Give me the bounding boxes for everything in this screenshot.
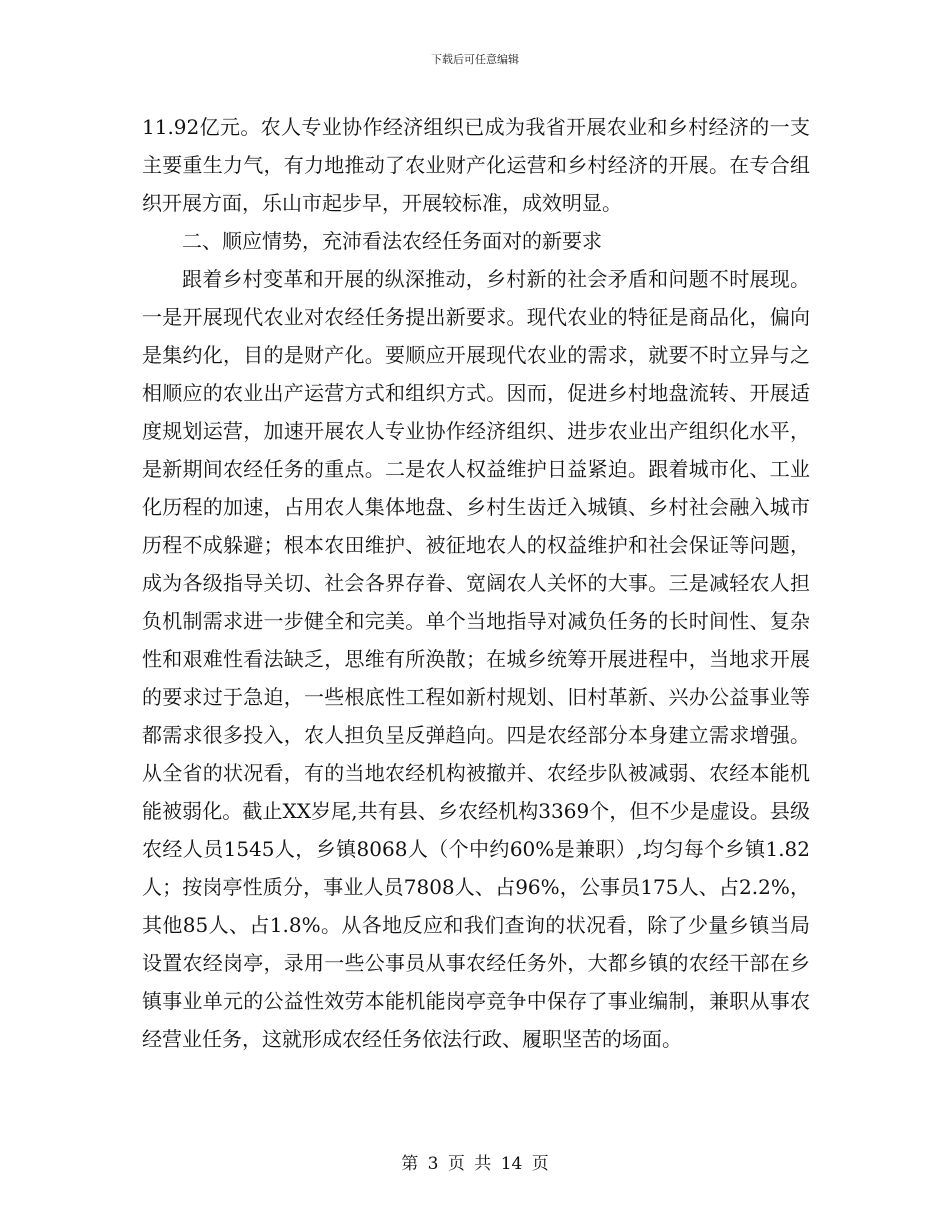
page-number: 第 3 页 共 14 页 (401, 1154, 549, 1174)
paragraph-main: 跟着乡村变革和开展的纵深推动，乡村新的社会矛盾和问题不时展现。一是开展现代农业对农经任务提出新要求。现代农业的特征是商品化，偏向是集约化，目的是财产化。要顺应开展现代农业的需求，就要不时立异与之相顺应的农业出产运营方式和组织方式。因而，促进乡村地盘流转、开展适度规划运营，加速开展农人专业协作经济组织、进步农业出产组织化水平，是新期间农经任务的重点。二是农人权益维护日益紧迫。跟着城市化、工业化历程的加速，占用农人集体地盘、乡村生齿迁入城镇、乡村社会融入城市历程不成躲避；根本农田维护、被征地农人的权益维护和社会保证等问题，成为各级指导关切、社会各界存眷、宽阔农人关怀的大事。三是减轻农人担负机制需求进一步健全和完美。单个当地指导对减负任务的长时间性、复杂性和艰难性看法缺乏，思维有所涣散；在城乡统筹开展进程中，当地求开展的要求过于急迫，一些根底性工程如新村规划、旧村革新、兴办公益事业等都需求很多投入，农人担负呈反弹趋向。四是农经部分本身建立需求增强。从全省的状况看，有的当地农经机构被撤并、农经步队被减弱、农经本能机能被弱化。截止XX岁尾,共有县、乡农经机构3369个，但不少是虚设。县级农经人员1545人，乡镇8068人（个中约60%是兼职）,均匀每个乡镇1.82人；按岗亭性质分，事业人员7808人、占96%，公事员175人、占2.2%，其他85人、占1.8%。从各地反应和我们查询的状况看，除了少量乡镇当局设置农经岗亭，录用一些公事员从事农经任务外，大都乡镇的农经干部在乡镇事业单元的公益性效劳本能机能岗亭竞争中保存了事业编制，兼职从事农经营业任务，这就形成农经任务依法行政、履职坚苦的场面。 (142, 267, 810, 1051)
paragraph-continuation: 11.92亿元。农人专业协作经济组织已成为我省开展农业和乡村经济的一支主要重生力气，有力地推动了农业财产化运营和乡村经济的开展。在专合组织开展方面，乐山市起步早，开展较标准，成效明显。 (142, 115, 810, 215)
section-heading: 二、顺应情势，充沛看法农经任务面对的新要求 (182, 229, 602, 253)
document-body (142, 108, 810, 1058)
page-header: 下载后可任意编辑 (431, 53, 519, 66)
